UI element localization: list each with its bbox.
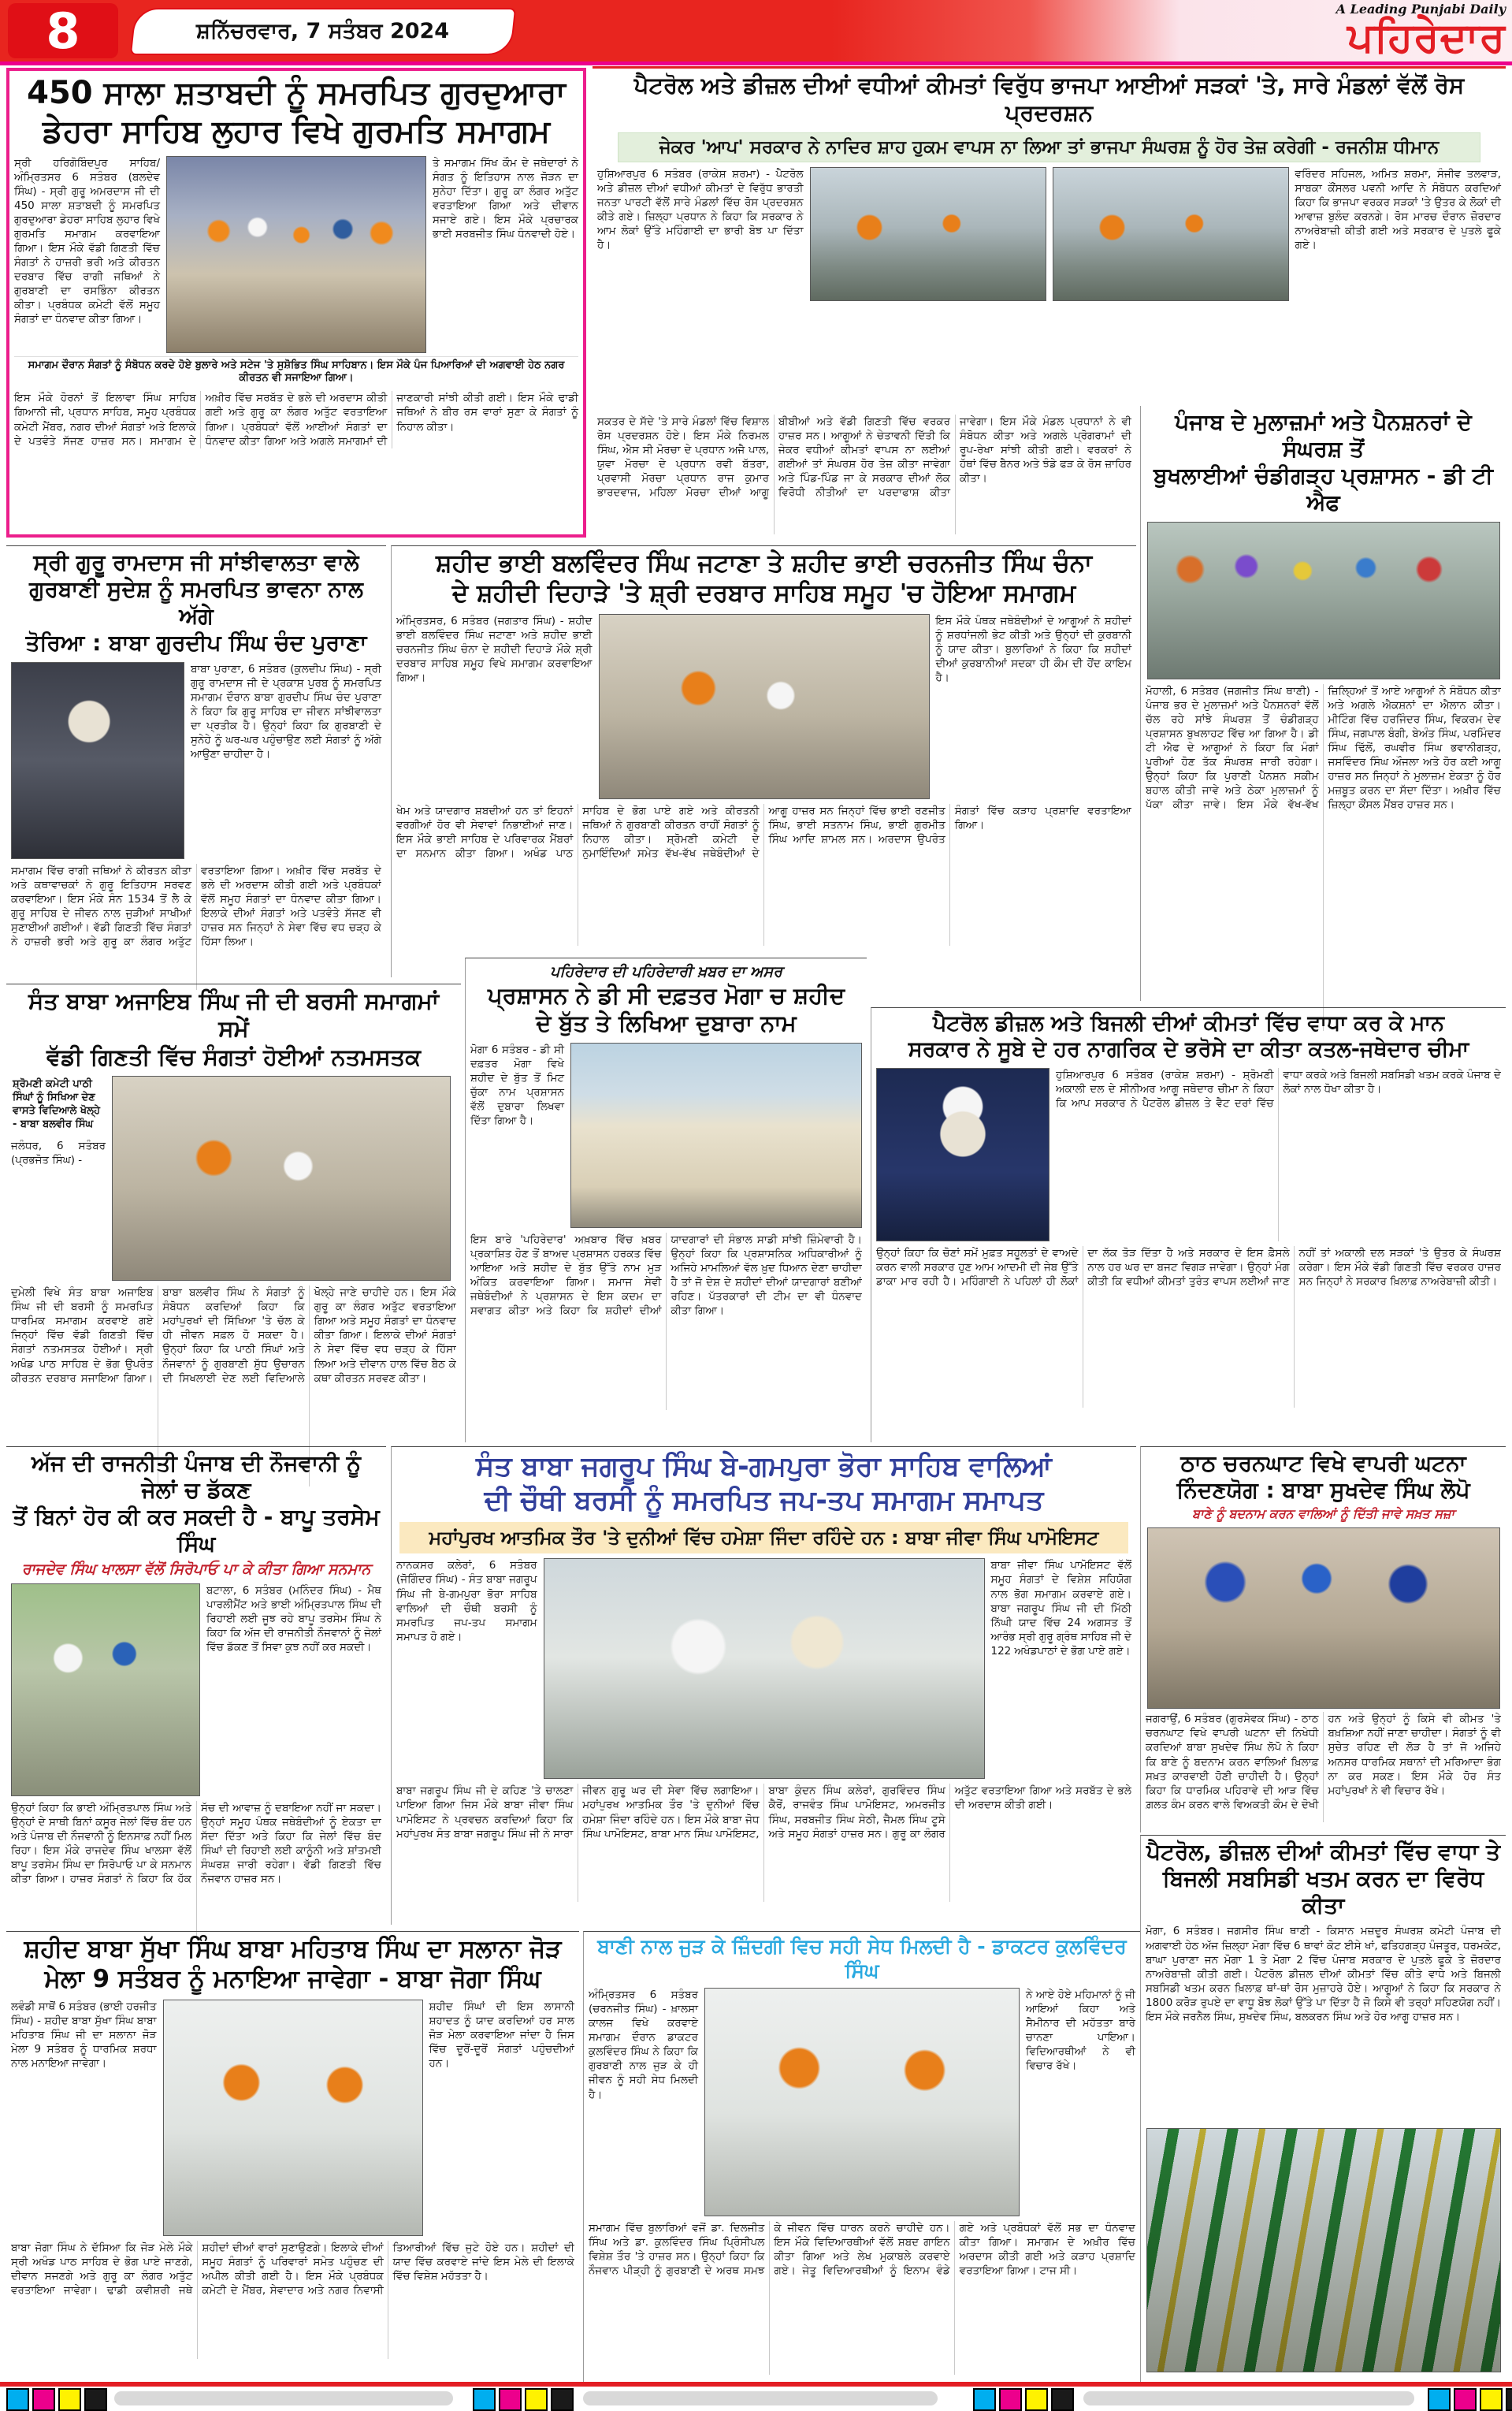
yellow-mark [1480, 2388, 1503, 2411]
masthead-brand [1191, 2, 1506, 60]
body: ਮੋਗਾ, 6 ਸਤੰਬਰ। ਜਗਸੀਰ ਸਿੰਘ ਥਾਣੀ - ਕਿਸਾਨ ਮਜ਼ਦੂਰ ਸੰਘਰਸ਼ ਕਮੇਟੀ ਪੰਜਾਬ ਦੀ ਅਗਵਾਈ ਹੇਠ ਅੱਜ ਜ਼ਿਲ੍ਹਾ ਮੋਗਾ ਵਿੱਚ 6 ਥਾਵਾਂ ਕੋਟ ਈਸੇ ਖਾਂ, ਫਤਿਹਗੜ੍ਹ ਪੰਜਤੂਰ, ਧਰਮਕੋਟ, ਬਾਘਾ ਪੁਰਾਣਾ ਜਨ ਮੋਗਾ 1 ਤੇ ਮੋਗਾ 2 ਵਿੱਚ ਪੰਜਾਬ ਸਰਕਾਰ ਦੇ ਪੁਤਲੇ ਫੂਕੇ ਤੇ ਜ਼ੋਰਦਾਰ ਨਾਅਰੇਬਾਜ਼ੀ ਕੀਤੀ ਗਈ। ਪੈਟਰੋਲ ਡੀਜ਼ਲ ਦੀਆਂ ਕੀਮਤਾਂ ਵਿੱਚ ਕੀਤੇ ਵਾਧੇ ਅਤੇ ਬਿਜਲੀ ਸਬਸਿਡੀ ਖਤਮ ਕਰਨ ਖ਼ਿਲਾਫ਼ ਥਾਂ-ਥਾਂ ਰੋਸ ਮੁਜ਼ਾਹਰੇ ਹੋਏ। ਆਗੂਆਂ ਨੇ ਕਿਹਾ ਕਿ ਸਰਕਾਰ ਨੇ 1800 ਕਰੋੜ ਰੁਪਏ ਦਾ ਵਾਧੂ ਬੋਝ ਲੋਕਾਂ ਉੱਤੇ ਪਾ ਦਿੱਤਾ ਹੈ ਜੋ ਕਿਸੇ ਵੀ ਤਰ੍ਹਾਂ ਸਹਿਣਯੋਗ ਨਹੀਂ। ਇਸ ਮੌਕੇ ਜਰਨੈਲ ਸਿੰਘ, ਸੁਖਦੇਵ ਸਿੰਘ, ਬਲਕਰਨ ਸਿੰਘ ਅਤੇ ਹੋਰ ਆਗੂ ਹਾਜ਼ਰ ਸਨ। [1146, 1925, 1501, 2023]
black-mark [1506, 2388, 1512, 2411]
page-number: 8 [8, 3, 118, 58]
article-ajaib-barsi [6, 984, 461, 1442]
body: ਦੁਮੇਲੀ ਵਿਖੇ ਸੰਤ ਬਾਬਾ ਅਜਾਇਬ ਸਿੰਘ ਜੀ ਦੀ ਬਰਸੀ ਨੂੰ ਸਮਰਪਿਤ ਧਾਰਮਿਕ ਸਮਾਗਮ ਕਰਵਾਏ ਗਏ ਜਿਨ੍ਹਾਂ ਵਿੱਚ ਵੱਡੀ ਗਿਣਤੀ ਵਿੱਚ ਸੰਗਤਾਂ ਨਤਮਸਤਕ ਹੋਈਆਂ। ਸ੍ਰੀ ਅਖੰਡ ਪਾਠ ਸਾਹਿਬ ਦੇ ਭੋਗ ਉਪਰੰਤ ਕੀਰਤਨ ਦਰਬਾਰ ਸਜਾਇਆ ਗਿਆ। ਬਾਬਾ ਬਲਵੀਰ ਸਿੰਘ ਨੇ ਸੰਗਤਾਂ ਨੂੰ ਸੰਬੋਧਨ ਕਰਦਿਆਂ ਕਿਹਾ ਕਿ ਮਹਾਂਪੁਰਖਾਂ ਦੀ ਸਿੱਖਿਆ 'ਤੇ ਚੱਲ ਕੇ ਹੀ ਜੀਵਨ ਸਫ਼ਲ ਹੋ ਸਕਦਾ ਹੈ। ਉਨ੍ਹਾਂ ਕਿਹਾ ਕਿ ਪਾਠੀ ਸਿੰਘਾਂ ਅਤੇ ਨੌਜਵਾਨਾਂ ਨੂੰ ਗੁਰਬਾਣੀ ਸ਼ੁੱਧ ਉਚਾਰਨ ਦੀ ਸਿਖਲਾਈ ਦੇਣ ਲਈ ਵਿਦਿਆਲੇ ਖੋਲ੍ਹੇ ਜਾਣੇ ਚਾਹੀਦੇ ਹਨ। ਇਸ ਮੌਕੇ ਗੁਰੂ ਕਾ ਲੰਗਰ ਅਤੁੱਟ ਵਰਤਾਇਆ ਗਿਆ ਅਤੇ ਸਮੂਹ ਸੰਗਤਾਂ ਦਾ ਧੰਨਵਾਦ ਕੀਤਾ ਗਿਆ। ਇਲਾਕੇ ਦੀਆਂ ਸੰਗਤਾਂ ਨੇ ਸੇਵਾ ਵਿੱਚ ਵਧ ਚੜ੍ਹ ਕੇ ਹਿੱਸਾ ਲਿਆ ਅਤੇ ਦੀਵਾਨ ਹਾਲ ਵਿੱਚ ਬੈਠ ਕੇ ਕਥਾ ਕੀਰਤਨ ਸਰਵਣ ਕੀਤਾ। [11, 1286, 456, 1385]
headline [470, 982, 862, 1038]
headline-line2: ਦੀ ਚੌਥੀ ਬਰਸੀ ਨੂੰ ਸਮਰਪਿਤ ਜਪ-ਤਪ ਸਮਾਗਮ ਸਮਾਪਤ [484, 1484, 1044, 1516]
headline [876, 1011, 1501, 1063]
body-right: ਬਟਾਲਾ, 6 ਸਤੰਬਰ (ਮਨਿੰਦਰ ਸਿੰਘ) - ਮੈਥ ਪਾਰਲੀਮੈਂਟ ਅਤੇ ਭਾਈ ਅੰਮ੍ਰਿਤਪਾਲ ਸਿੰਘ ਦੀ ਰਿਹਾਈ ਲਈ ਜੂਝ ਰਹੇ ਬਾਪੂ ਤਰਸੇਮ ਸਿੰਘ ਨੇ ਕਿਹਾ ਕਿ ਅੱਜ ਦੀ ਰਾਜਨੀਤੀ ਨੌਜਵਾਨਾਂ ਨੂੰ ਜੇਲਾਂ ਵਿੱਚ ਡੱਕਣ ਤੋਂ ਸਿਵਾ ਕੁਝ ਨਹੀਂ ਕਰ ਸਕਦੀ। [206, 1583, 381, 1654]
masthead-logo: ਪਹਿਰੇਦਾਰ [1347, 14, 1506, 61]
bottom-red-rule [0, 2382, 1512, 2387]
headline [396, 1450, 1131, 1517]
side-dateline: ਜਲੰਧਰ, 6 ਸਤੰਬਰ (ਪ੍ਰਭਜੋਤ ਸਿੰਘ) - [11, 1139, 106, 1166]
photo-gurdwara-interior [163, 2000, 423, 2236]
headline [11, 1935, 574, 1995]
headline-line2: ਮੇਲਾ 9 ਸਤੰਬਰ ਨੂੰ ਮਨਾਇਆ ਜਾਵੇਗਾ - ਬਾਬਾ ਜੋਗਾ ਸਿੰਘ [44, 1964, 541, 1993]
article-thath-charanghat [1140, 1446, 1506, 1832]
body-bottom: ਉਨ੍ਹਾਂ ਕਿਹਾ ਕਿ ਭਾਈ ਅੰਮ੍ਰਿਤਪਾਲ ਸਿੰਘ ਅਤੇ ਉਨ੍ਹਾਂ ਦੇ ਸਾਥੀ ਬਿਨਾਂ ਕਸੂਰ ਜੇਲਾਂ ਵਿੱਚ ਬੰਦ ਹਨ ਅਤੇ ਪੰਜਾਬ ਦੀ ਨੌਜਵਾਨੀ ਨੂੰ ਇਨਸਾਫ਼ ਨਹੀਂ ਮਿਲ ਰਿਹਾ। ਇਸ ਮੌਕੇ ਰਾਜਦੇਵ ਸਿੰਘ ਖਾਲਸਾ ਵੱਲੋਂ ਬਾਪੂ ਤਰਸੇਮ ਸਿੰਘ ਦਾ ਸਿਰੋਪਾਓ ਪਾ ਕੇ ਸਨਮਾਨ ਕੀਤਾ ਗਿਆ। ਹਾਜ਼ਰ ਸੰਗਤਾਂ ਨੇ ਕਿਹਾ ਕਿ ਹੱਕ ਸੱਚ ਦੀ ਆਵਾਜ਼ ਨੂੰ ਦਬਾਇਆ ਨਹੀਂ ਜਾ ਸਕਦਾ। ਉਨ੍ਹਾਂ ਸਮੂਹ ਪੰਥਕ ਜਥੇਬੰਦੀਆਂ ਨੂੰ ਏਕਤਾ ਦਾ ਸੱਦਾ ਦਿੱਤਾ ਅਤੇ ਕਿਹਾ ਕਿ ਜੇਲਾਂ ਵਿੱਚ ਬੰਦ ਸਿੰਘਾਂ ਦੀ ਰਿਹਾਈ ਲਈ ਕਾਨੂੰਨੀ ਅਤੇ ਸ਼ਾਂਤਮਈ ਸੰਘਰਸ਼ ਜਾਰੀ ਰਹੇਗਾ। ਵੱਡੀ ਗਿਣਤੀ ਵਿੱਚ ਨੌਜਵਾਨ ਹਾਜ਼ਰ ਸਨ। [11, 1801, 381, 1886]
magenta-mark [499, 2388, 522, 2411]
cyan-mark [6, 2388, 29, 2411]
black-mark [551, 2388, 574, 2411]
body-bottom: ਸਮਾਗਮ ਵਿੱਚ ਬੁਲਾਰਿਆਂ ਵਜੋਂ ਡਾ. ਦਿਲਜੀਤ ਸਿੰਘ ਅਤੇ ਡਾ. ਕੁਲਵਿੰਦਰ ਸਿੰਘ ਪ੍ਰਿੰਸੀਪਲ ਵਿਸ਼ੇਸ਼ ਤੌਰ 'ਤੇ ਹਾਜ਼ਰ ਸਨ। ਉਨ੍ਹਾਂ ਕਿਹਾ ਕਿ ਨੌਜਵਾਨ ਪੀੜ੍ਹੀ ਨੂੰ ਗੁਰਬਾਣੀ ਦੇ ਅਰਥ ਸਮਝ ਕੇ ਜੀਵਨ ਵਿੱਚ ਧਾਰਨ ਕਰਨੇ ਚਾਹੀਦੇ ਹਨ। ਇਸ ਮੌਕੇ ਵਿਦਿਆਰਥੀਆਂ ਵੱਲੋਂ ਸ਼ਬਦ ਗਾਇਨ ਕੀਤਾ ਗਿਆ ਅਤੇ ਲੇਖ ਮੁਕਾਬਲੇ ਕਰਵਾਏ ਗਏ। ਜੇਤੂ ਵਿਦਿਆਰਥੀਆਂ ਨੂੰ ਇਨਾਮ ਵੰਡੇ ਗਏ ਅਤੇ ਪ੍ਰਬੰਧਕਾਂ ਵੱਲੋਂ ਸਭ ਦਾ ਧੰਨਵਾਦ ਕੀਤਾ ਗਿਆ। ਸਮਾਗਮ ਦੇ ਅਖ਼ੀਰ ਵਿੱਚ ਅਰਦਾਸ ਕੀਤੀ ਗਈ ਅਤੇ ਕੜਾਹ ਪ੍ਰਸ਼ਾਦਿ ਵਰਤਾਇਆ ਗਿਆ। ਟਾਜ ਸੀ। [589, 2222, 1135, 2278]
headline-line1: ਸੰਤ ਬਾਬਾ ਅਜਾਇਬ ਸਿੰਘ ਜੀ ਦੀ ਬਰਸੀ ਸਮਾਗਮਾਂ ਸਮੇਂ [28, 988, 439, 1043]
cmyk-marks-2 [473, 2388, 574, 2411]
headline [11, 1450, 381, 1558]
headline-line2: ਦੇ ਬੁੱਤ ਤੇ ਲਿਖਿਆ ਦੁਬਾਰਾ ਨਾਮ [536, 1010, 797, 1037]
body-bottom: ਸਮਾਗਮ ਵਿੱਚ ਰਾਗੀ ਜਥਿਆਂ ਨੇ ਕੀਰਤਨ ਕੀਤਾ ਅਤੇ ਕਥਾਵਾਚਕਾਂ ਨੇ ਗੁਰੂ ਇਤਿਹਾਸ ਸਰਵਣ ਕਰਵਾਇਆ। ਇਸ ਮੌਕੇ ਸੰਨ 1534 ਤੋਂ ਲੈ ਕੇ ਗੁਰੂ ਸਾਹਿਬ ਦੇ ਜੀਵਨ ਨਾਲ ਜੁੜੀਆਂ ਸਾਖੀਆਂ ਸੁਣਾਈਆਂ ਗਈਆਂ। ਵੱਡੀ ਗਿਣਤੀ ਵਿੱਚ ਸੰਗਤਾਂ ਨੇ ਹਾਜ਼ਰੀ ਭਰੀ ਅਤੇ ਗੁਰੂ ਕਾ ਲੰਗਰ ਅਤੁੱਟ ਵਰਤਾਇਆ ਗਿਆ। ਅਖ਼ੀਰ ਵਿੱਚ ਸਰਬੱਤ ਦੇ ਭਲੇ ਦੀ ਅਰਦਾਸ ਕੀਤੀ ਗਈ ਅਤੇ ਪ੍ਰਬੰਧਕਾਂ ਵੱਲੋਂ ਸਮੂਹ ਸੰਗਤਾਂ ਦਾ ਧੰਨਵਾਦ ਕੀਤਾ ਗਿਆ। ਇਲਾਕੇ ਦੀਆਂ ਸੰਗਤਾਂ ਅਤੇ ਪਤਵੰਤੇ ਸੱਜਣ ਵੀ ਹਾਜ਼ਰ ਸਨ ਜਿਨ੍ਹਾਂ ਨੇ ਸੇਵਾ ਵਿੱਚ ਵਧ ਚੜ੍ਹ ਕੇ ਹਿੱਸਾ ਲਿਆ। [11, 864, 381, 949]
article-moga-statue [465, 958, 867, 1442]
photo-college-event [704, 1988, 1020, 2216]
headline-line1: ਪੈਟਰੋਲ ਡੀਜ਼ਲ ਅਤੇ ਬਿਜਲੀ ਦੀਆਂ ਕੀਮਤਾਂ ਵਿੱਚ ਵਾਧਾ ਕਰ ਕੇ ਮਾਨ [932, 1011, 1445, 1036]
photo-flag-march [1146, 2128, 1501, 2372]
photo-speaker [11, 662, 184, 859]
body-right: ਤੇ ਸਮਾਗਮ ਸਿੱਖ ਕੌਮ ਦੇ ਜਥੇਦਾਰਾਂ ਨੇ ਸੰਗਤ ਨੂੰ ਇਤਿਹਾਸ ਨਾਲ ਜੋੜਨ ਦਾ ਸੁਨੇਹਾ ਦਿੱਤਾ। ਗੁਰੂ ਕਾ ਲੰਗਰ ਅਤੁੱਟ ਵਰਤਾਇਆ ਗਿਆ ਅਤੇ ਦੀਵਾਨ ਸਜਾਏ ਗਏ। ਇਸ ਮੌਕੇ ਪ੍ਰਚਾਰਕ ਭਾਈ ਸਰਬਜੀਤ ਸਿੰਘ ਧੰਨਵਾਦੀ ਹੋਏ। [433, 156, 578, 240]
masthead-tagline: A Leading Punjabi Daily [1336, 2, 1506, 17]
photo-dtf-group [1147, 522, 1500, 679]
headline-line2: ਨਿੰਦਣਯੋਗ : ਬਾਬਾ ਸੁਖਦੇਵ ਸਿੰਘ ਲੋਪੋ [1176, 1477, 1470, 1504]
magenta-mark [32, 2388, 55, 2411]
body-right: ਵਰਿੰਦਰ ਸਹਿਜਲ, ਅਮਿਤ ਸ਼ਰਮਾ, ਸੰਜੀਵ ਤਲਵਾੜ, ਸਾਬਕਾ ਕੌਂਸਲਰ ਪਵਨੀ ਆਦਿ ਨੇ ਸੰਬੋਧਨ ਕਰਦਿਆਂ ਕਿਹਾ ਕਿ ਭਾਜਪਾ ਵਰਕਰ ਸੜਕਾਂ 'ਤੇ ਉਤਰ ਕੇ ਲੋਕਾਂ ਦੀ ਆਵਾਜ਼ ਬੁਲੰਦ ਕਰਨਗੇ। ਰੋਸ ਮਾਰਚ ਦੌਰਾਨ ਜ਼ੋਰਦਾਰ ਨਾਅਰੇਬਾਜ਼ੀ ਕੀਤੀ ਗਈ ਅਤੇ ਸਰਕਾਰ ਦੇ ਪੁਤਲੇ ਫੂਕੇ ਗਏ। [1295, 167, 1501, 252]
date-text: ਸ਼ਨਿੱਚਰਵਾਰ, 7 ਸਤੰਬਰ 2024 [196, 19, 450, 43]
photo-honouring [11, 1583, 200, 1796]
body-left: ਹੁਸ਼ਿਆਰਪੁਰ 6 ਸਤੰਬਰ (ਰਾਕੇਸ਼ ਸ਼ਰਮਾ) - ਪੈਟਰੋਲ ਅਤੇ ਡੀਜ਼ਲ ਦੀਆਂ ਵਧੀਆਂ ਕੀਮਤਾਂ ਦੇ ਵਿਰੁੱਧ ਭਾਰਤੀ ਜਨਤਾ ਪਾਰਟੀ ਵੱਲੋਂ ਸਾਰੇ ਮੰਡਲਾਂ ਵਿੱਚ ਰੋਸ ਪ੍ਰਦਰਸ਼ਨ ਕੀਤੇ ਗਏ। ਜ਼ਿਲ੍ਹਾ ਪ੍ਰਧਾਨ ਨੇ ਕਿਹਾ ਕਿ ਸਰਕਾਰ ਨੇ ਆਮ ਲੋਕਾਂ ਉੱਤੇ ਮਹਿੰਗਾਈ ਦਾ ਭਾਰੀ ਬੋਝ ਪਾ ਦਿੱਤਾ ਹੈ। [597, 167, 804, 252]
magenta-mark [1454, 2388, 1477, 2411]
cyan-mark [473, 2388, 496, 2411]
gray-bar-1 [114, 2391, 453, 2405]
side-note: ਸ਼੍ਰੋਮਣੀ ਕਮੇਟੀ ਪਾਠੀ ਸਿੰਘਾਂ ਨੂੰ ਸਿਖਿਆ ਦੇਣ ਵਾਸਤੇ ਵਿਦਿਆਲੇ ਖੋਲ੍ਹੇ - ਬਾਬਾ ਬਲਵੀਰ ਸਿੰਘ [13, 1078, 100, 1130]
article-bjp-protest [593, 66, 1506, 410]
headline [11, 988, 456, 1071]
subhead-green: ਜੇਕਰ 'ਆਪ' ਸਰਕਾਰ ਨੇ ਨਾਦਿਰ ਸ਼ਾਹ ਹੁਕਮ ਵਾਪਸ ਨਾ ਲਿਆ ਤਾਂ ਭਾਜਪਾ ਸੰਘਰਸ਼ ਨੂੰ ਹੋਰ ਤੇਜ਼ ਕਰੇਗੀ - ਰਜਨੀਸ਼ ਧੀਮਾਨ [618, 132, 1480, 162]
body-bottom: ਇਸ ਬਾਰੇ 'ਪਹਿਰੇਦਾਰ' ਅਖ਼ਬਾਰ ਵਿੱਚ ਖ਼ਬਰ ਪ੍ਰਕਾਸ਼ਿਤ ਹੋਣ ਤੋਂ ਬਾਅਦ ਪ੍ਰਸ਼ਾਸਨ ਹਰਕਤ ਵਿੱਚ ਆਇਆ ਅਤੇ ਸ਼ਹੀਦ ਦੇ ਬੁੱਤ ਉੱਤੇ ਨਾਮ ਮੁੜ ਅੰਕਿਤ ਕਰਵਾਇਆ ਗਿਆ। ਸਮਾਜ ਸੇਵੀ ਜਥੇਬੰਦੀਆਂ ਨੇ ਪ੍ਰਸ਼ਾਸਨ ਦੇ ਇਸ ਕਦਮ ਦਾ ਸਵਾਗਤ ਕੀਤਾ ਅਤੇ ਕਿਹਾ ਕਿ ਸ਼ਹੀਦਾਂ ਦੀਆਂ ਯਾਦਗਾਰਾਂ ਦੀ ਸੰਭਾਲ ਸਾਡੀ ਸਾਂਝੀ ਜ਼ਿੰਮੇਵਾਰੀ ਹੈ। ਉਨ੍ਹਾਂ ਕਿਹਾ ਕਿ ਪ੍ਰਸ਼ਾਸਨਿਕ ਅਧਿਕਾਰੀਆਂ ਨੂੰ ਅਜਿਹੇ ਮਾਮਲਿਆਂ ਵੱਲ ਖ਼ੁਦ ਧਿਆਨ ਦੇਣਾ ਚਾਹੀਦਾ ਹੈ ਤਾਂ ਜੋ ਦੇਸ਼ ਦੇ ਸ਼ਹੀਦਾਂ ਦੀਆਂ ਯਾਦਗਾਰਾਂ ਬਣੀਆਂ ਰਹਿਣ। ਪੱਤਰਕਾਰਾਂ ਦੀ ਟੀਮ ਦਾ ਵੀ ਧੰਨਵਾਦ ਕੀਤਾ ਗਿਆ। [470, 1233, 862, 1318]
article-dtf [1140, 406, 1506, 1001]
article-tarsem-singh [6, 1446, 386, 1925]
yellow-mark [58, 2388, 81, 2411]
body-left: ਸ੍ਰੀ ਹਰਿਗੋਬਿੰਦਪੁਰ ਸਾਹਿਬ/ਅੰਮ੍ਰਿਤਸਰ 6 ਸਤੰਬਰ (ਬਲਦੇਵ ਸਿੰਘ) - ਸ੍ਰੀ ਗੁਰੂ ਅਮਰਦਾਸ ਜੀ ਦੀ 450 ਸਾਲਾ ਸ਼ਤਾਬਦੀ ਨੂੰ ਸਮਰਪਿਤ ਗੁਰਦੁਆਰਾ ਡੇਹਰਾ ਸਾਹਿਬ ਲੁਹਾਰ ਵਿਖੇ ਗੁਰਮਤਿ ਸਮਾਗਮ ਕਰਵਾਇਆ ਗਿਆ। ਇਸ ਮੌਕੇ ਵੱਡੀ ਗਿਣਤੀ ਵਿੱਚ ਸੰਗਤਾਂ ਨੇ ਹਾਜ਼ਰੀ ਭਰੀ ਅਤੇ ਕੀਰਤਨ ਦਰਬਾਰ ਵਿੱਚ ਰਾਗੀ ਜਥਿਆਂ ਨੇ ਗੁਰਬਾਣੀ ਦਾ ਰਸਭਿੰਨਾ ਕੀਰਤਨ ਕੀਤਾ। ਪ੍ਰਬੰਧਕ ਕਮੇਟੀ ਵੱਲੋਂ ਸਮੂਹ ਸੰਗਤਾਂ ਦਾ ਧੰਨਵਾਦ ਕੀਤਾ ਗਿਆ। [14, 156, 160, 326]
body-bottom: ਬਾਬਾ ਜਗਰੂਪ ਸਿੰਘ ਜੀ ਦੇ ਕਹਿਣ 'ਤੇ ਚਾਲਣਾ ਪਾਇਆ ਗਿਆ ਜਿਸ ਮੌਕੇ ਬਾਬਾ ਜੀਵਾ ਸਿੰਘ ਪਾਮੋਇਸਟ ਨੇ ਪ੍ਰਵਚਨ ਕਰਦਿਆਂ ਕਿਹਾ ਕਿ ਮਹਾਂਪੁਰਖ ਸੰਤ ਬਾਬਾ ਜਗਰੂਪ ਸਿੰਘ ਜੀ ਨੇ ਸਾਰਾ ਜੀਵਨ ਗੁਰੂ ਘਰ ਦੀ ਸੇਵਾ ਵਿੱਚ ਲਗਾਇਆ। ਮਹਾਂਪੁਰਖ ਆਤਮਿਕ ਤੌਰ 'ਤੇ ਦੁਨੀਆਂ ਵਿੱਚ ਹਮੇਸ਼ਾ ਜਿੰਦਾ ਰਹਿੰਦੇ ਹਨ। ਇਸ ਮੌਕੇ ਬਾਬਾ ਜੋਧ ਸਿੰਘ ਪਾਮੋਇਸਟ, ਬਾਬਾ ਮਾਨ ਸਿੰਘ ਪਾਮੋਇਸਟ, ਬਾਬਾ ਕੁੰਦਨ ਸਿੰਘ ਕਲੇਰਾਂ, ਗੁਰਵਿੰਦਰ ਸਿੰਘ ਕੈਰੋਂ, ਰਾਜਵੰਤ ਸਿੰਘ ਪਾਮੋਇਸਟ, ਅਮਰਜੀਤ ਸਿੰਘ, ਸਰਬਜੀਤ ਸਿੰਘ ਸੇਠੀ, ਜੈਮਲ ਸਿੰਘ ਟੂਸੇ ਅਤੇ ਸਮੂਹ ਸੰਗਤਾਂ ਹਾਜ਼ਰ ਸਨ। ਗੁਰੂ ਕਾ ਲੰਗਰ ਅਤੁੱਟ ਵਰਤਾਇਆ ਗਿਆ ਅਤੇ ਸਰਬੱਤ ਦੇ ਭਲੇ ਦੀ ਅਰਦਾਸ ਕੀਤੀ ਗਈ। [396, 1784, 1131, 1840]
article-jagroop-barsi [391, 1446, 1136, 1925]
headline-line2: ਬੁਖਲਾਈਆਂ ਚੰਡੀਗੜ੍ਹ ਪ੍ਰਸ਼ਾਸਨ - ਡੀ ਟੀ ਐਫ [1154, 463, 1493, 516]
headline-line2: ਡੇਹਰਾ ਸਾਹਿਬ ਲੁਹਾਰ ਵਿਖੇ ਗੁਰਮਤਿ ਸਮਾਗਮ [42, 113, 551, 150]
headline-line2: ਵੱਡੀ ਗਿਣਤੀ ਵਿੱਚ ਸੰਗਤਾਂ ਹੋਈਆਂ ਨਤਮਸਤਕ [46, 1043, 421, 1070]
headline: ਪੈਟਰੋਲ ਅਤੇ ਡੀਜ਼ਲ ਦੀਆਂ ਵਧੀਆਂ ਕੀਮਤਾਂ ਵਿਰੁੱਧ ਭਾਜਪਾ ਆਈਆਂ ਸੜਕਾਂ 'ਤੇ, ਸਾਰੇ ਮੰਡਲਾਂ ਵੱਲੋਂ ਰੋਸ ਪ੍ਰਦਰਸ਼ਨ [633, 72, 1465, 127]
yellow-mark [1025, 2388, 1048, 2411]
headline-line1: ਪੰਜਾਬ ਦੇ ਮੁਲਾਜ਼ਮਾਂ ਅਤੇ ਪੈਨਸ਼ਨਰਾਂ ਦੇ ਸੰਘਰਸ਼ ਤੋਂ [1175, 409, 1472, 463]
body-right: ਸ਼ਹੀਦ ਸਿੰਘਾਂ ਦੀ ਇਸ ਲਾਸਾਨੀ ਸ਼ਹਾਦਤ ਨੂੰ ਯਾਦ ਕਰਦਿਆਂ ਹਰ ਸਾਲ ਜੋੜ ਮੇਲਾ ਕਰਵਾਇਆ ਜਾਂਦਾ ਹੈ ਜਿਸ ਵਿੱਚ ਦੂਰੋਂ-ਦੂਰੋਂ ਸੰਗਤਾਂ ਪਹੁੰਚਦੀਆਂ ਹਨ। [429, 2000, 574, 2070]
headline-line1: 450 ਸਾਲਾ ਸ਼ਤਾਬਦੀ ਨੂੰ ਸਮਰਪਿਤ ਗੁਰਦੁਆਰਾ [27, 75, 566, 111]
body-right: ਇਸ ਮੌਕੇ ਪੰਥਕ ਜਥੇਬੰਦੀਆਂ ਦੇ ਆਗੂਆਂ ਨੇ ਸ਼ਹੀਦਾਂ ਨੂੰ ਸ਼ਰਧਾਂਜਲੀ ਭੇਟ ਕੀਤੀ ਅਤੇ ਉਨ੍ਹਾਂ ਦੀ ਕੁਰਬਾਨੀ ਨੂੰ ਯਾਦ ਕੀਤਾ। ਬੁਲਾਰਿਆਂ ਨੇ ਕਿਹਾ ਕਿ ਸ਼ਹੀਦਾਂ ਦੀਆਂ ਕੁਰਬਾਨੀਆਂ ਸਦਕਾ ਹੀ ਕੌਮ ਦੀ ਹੋਂਦ ਕਾਇਮ ਹੈ। [935, 614, 1131, 684]
headline-line3: ਤੋਰਿਆ : ਬਾਬਾ ਗੁਰਦੀਪ ਸਿੰਘ ਚੰਦ ਪੁਰਾਣਾ [25, 630, 367, 657]
body-right: ਬਾਬਾ ਪੁਰਾਣਾ, 6 ਸਤੰਬਰ (ਕੁਲਦੀਪ ਸਿੰਘ) - ਸ੍ਰੀ ਗੁਰੂ ਰਾਮਦਾਸ ਜੀ ਦੇ ਪ੍ਰਕਾਸ਼ ਪੁਰਬ ਨੂੰ ਸਮਰਪਿਤ ਸਮਾਗਮ ਦੌਰਾਨ ਬਾਬਾ ਗੁਰਦੀਪ ਸਿੰਘ ਚੰਦ ਪੁਰਾਣਾ ਨੇ ਕਿਹਾ ਕਿ ਗੁਰੂ ਸਾਹਿਬ ਦਾ ਜੀਵਨ ਸਾਂਝੀਵਾਲਤਾ ਦਾ ਪ੍ਰਤੀਕ ਹੈ। ਉਨ੍ਹਾਂ ਕਿਹਾ ਕਿ ਗੁਰਬਾਣੀ ਦੇ ਸੁਨੇਹੇ ਨੂੰ ਘਰ-ਘਰ ਪਹੁੰਚਾਉਣ ਲਈ ਸੰਗਤਾਂ ਨੂੰ ਅੱਗੇ ਆਉਣਾ ਚਾਹੀਦਾ ਹੈ। [191, 662, 381, 761]
body: ਮੋਹਾਲੀ, 6 ਸਤੰਬਰ (ਜਗਜੀਤ ਸਿੰਘ ਥਾਣੀ) - ਪੰਜਾਬ ਭਰ ਦੇ ਮੁਲਾਜ਼ਮਾਂ ਅਤੇ ਪੈਨਸ਼ਨਰਾਂ ਵੱਲੋਂ ਚੱਲ ਰਹੇ ਸਾਂਝੇ ਸੰਘਰਸ਼ ਤੋਂ ਚੰਡੀਗੜ੍ਹ ਪ੍ਰਸ਼ਾਸਨ ਬੁਖਲਾਹਟ ਵਿੱਚ ਆ ਗਿਆ ਹੈ। ਡੀ ਟੀ ਐਫ ਦੇ ਆਗੂਆਂ ਨੇ ਕਿਹਾ ਕਿ ਮੰਗਾਂ ਪੂਰੀਆਂ ਹੋਣ ਤੱਕ ਸੰਘਰਸ਼ ਜਾਰੀ ਰਹੇਗਾ। ਉਨ੍ਹਾਂ ਕਿਹਾ ਕਿ ਪੁਰਾਣੀ ਪੈਨਸ਼ਨ ਸਕੀਮ ਬਹਾਲ ਕੀਤੀ ਜਾਵੇ ਅਤੇ ਠੇਕਾ ਮੁਲਾਜ਼ਮਾਂ ਨੂੰ ਪੱਕਾ ਕੀਤਾ ਜਾਵੇ। ਇਸ ਮੌਕੇ ਵੱਖ-ਵੱਖ ਜ਼ਿਲ੍ਹਿਆਂ ਤੋਂ ਆਏ ਆਗੂਆਂ ਨੇ ਸੰਬੋਧਨ ਕੀਤਾ ਅਤੇ ਅਗਲੇ ਐਕਸ਼ਨਾਂ ਦਾ ਐਲਾਨ ਕੀਤਾ। ਮੀਟਿੰਗ ਵਿੱਚ ਹਰਜਿੰਦਰ ਸਿੰਘ, ਵਿਕਰਮ ਦੇਵ ਸਿੰਘ, ਜਗਪਾਲ ਬੰਗੀ, ਬੇਅੰਤ ਸਿੰਘ, ਪਰਮਿੰਦਰ ਸਿੰਘ ਢਿੱਲੋਂ, ਰਘਵੀਰ ਸਿੰਘ ਭਵਾਨੀਗੜ੍ਹ, ਜਸਵਿੰਦਰ ਸਿੰਘ ਔਜਲਾ ਅਤੇ ਹੋਰ ਕਈ ਆਗੂ ਹਾਜ਼ਰ ਸਨ ਜਿਨ੍ਹਾਂ ਨੇ ਮੁਲਾਜ਼ਮ ਏਕਤਾ ਨੂੰ ਹੋਰ ਮਜ਼ਬੂਤ ਕਰਨ ਦਾ ਸੱਦਾ ਦਿੱਤਾ। ਅਖ਼ੀਰ ਵਿੱਚ ਜ਼ਿਲ੍ਹਾ ਕੌਂਸਲ ਮੈਂਬਰ ਹਾਜ਼ਰ ਸਨ। [1146, 684, 1501, 812]
headline-line2: ਤੋਂ ਬਿਨਾਂ ਹੋਰ ਕੀ ਕਰ ਸਕਦੀ ਹੈ - ਬਾਪੂ ਤਰਸੇਮ ਸਿੰਘ [13, 1504, 380, 1557]
article-bjp-protest-continued [593, 411, 1136, 541]
body-right: ਨੇ ਆਏ ਹੋਏ ਮਹਿਮਾਨਾਂ ਨੂੰ ਜੀ ਆਇਆਂ ਕਿਹਾ ਅਤੇ ਸੈਮੀਨਾਰ ਦੀ ਮਹੱਤਤਾ ਬਾਰੇ ਚਾਨਣਾ ਪਾਇਆ। ਵਿਦਿਆਰਥੀਆਂ ਨੇ ਵੀ ਵਿਚਾਰ ਰੱਖੇ। [1026, 1989, 1136, 2073]
magenta-mark [999, 2388, 1022, 2411]
headline: ਬਾਣੀ ਨਾਲ ਜੁੜ ਕੇ ਜ਼ਿੰਦਗੀ ਵਿਚ ਸਹੀ ਸੇਧ ਮਿਲਦੀ ਹੈ - ਡਾਕਟਰ ਕੁਲਵਿੰਦਰ ਸਿੰਘ [597, 1935, 1127, 1982]
gray-bar-3 [1083, 2391, 1414, 2405]
headline [11, 549, 381, 657]
body-right: ਹੁਸ਼ਿਆਰਪੁਰ 6 ਸਤੰਬਰ (ਰਾਕੇਸ਼ ਸ਼ਰਮਾ) - ਸ਼੍ਰੋਮਣੀ ਅਕਾਲੀ ਦਲ ਦੇ ਸੀਨੀਅਰ ਆਗੂ ਜਥੇਦਾਰ ਚੀਮਾ ਨੇ ਕਿਹਾ ਕਿ ਆਪ ਸਰਕਾਰ ਨੇ ਪੈਟਰੋਲ ਡੀਜ਼ਲ ਤੇ ਵੈਟ ਦਰਾਂ ਵਿੱਚ ਵਾਧਾ ਕਰਕੇ ਅਤੇ ਬਿਜਲੀ ਸਬਸਿਡੀ ਖਤਮ ਕਰਕੇ ਪੰਜਾਬ ਦੇ ਲੋਕਾਂ ਨਾਲ ਧੋਖਾ ਕੀਤਾ ਹੈ। [1056, 1068, 1501, 1111]
headline-line1: ਪੈਟਰੋਲ, ਡੀਜ਼ਲ ਦੀਆਂ ਕੀਮਤਾਂ ਵਿੱਚ ਵਾਧਾ ਤੇ [1146, 1839, 1501, 1865]
article-jor-mela [6, 1931, 579, 2382]
subhead-yellow: ਮਹਾਂਪੁਰਖ ਆਤਮਿਕ ਤੌਰ 'ਤੇ ਦੁਨੀਆਂ ਵਿੱਚ ਹਮੇਸ਼ਾ ਜਿੰਦਾ ਰਹਿੰਦੇ ਹਨ : ਬਾਬਾ ਜੀਵਾ ਸਿੰਘ ਪਾਮੋਇਸਟ [399, 1522, 1128, 1553]
subhead-red: ਬਾਣੇ ਨੂੰ ਬਦਨਾਮ ਕਰਨ ਵਾਲਿਆਂ ਨੂੰ ਦਿੱਤੀ ਜਾਵੇ ਸਖ਼ਤ ਸਜ਼ਾ [1191, 1506, 1454, 1522]
side-column [11, 1076, 106, 1167]
headline-line1: ਸੰਤ ਬਾਬਾ ਜਗਰੂਪ ਸਿੰਘ ਬੇ-ਗਮਪੁਰਾ ਭੋਰਾ ਸਾਹਿਬ ਵਾਲਿਆਂ [476, 1451, 1052, 1483]
body-left: ਮੋਗਾ 6 ਸਤੰਬਰ - ਡੀ ਸੀ ਦਫ਼ਤਰ ਮੋਗਾ ਵਿਖੇ ਸ਼ਹੀਦ ਦੇ ਬੁੱਤ ਤੋਂ ਮਿਟ ਚੁੱਕਾ ਨਾਮ ਪ੍ਰਸ਼ਾਸਨ ਵੱਲੋਂ ਦੁਬਾਰਾ ਲਿਖਵਾ ਦਿੱਤਾ ਗਿਆ ਹੈ। [470, 1043, 564, 1128]
print-registration-strip [0, 2388, 1512, 2411]
body-left: ਅੰਮ੍ਰਿਤਸਰ, 6 ਸਤੰਬਰ (ਜਗਤਾਰ ਸਿੰਘ) - ਸ਼ਹੀਦ ਭਾਈ ਬਲਵਿੰਦਰ ਸਿੰਘ ਜਟਾਣਾ ਅਤੇ ਸ਼ਹੀਦ ਭਾਈ ਚਰਨਜੀਤ ਸਿੰਘ ਚੰਨਾ ਦੇ ਸ਼ਹੀਦੀ ਦਿਹਾੜੇ ਮੌਕੇ ਸ਼੍ਰੀ ਦਰਬਾਰ ਸਾਹਿਬ ਸਮੂਹ ਵਿਖੇ ਸਮਾਗਮ ਕਰਵਾਇਆ ਗਿਆ। [396, 614, 593, 684]
body-bottom: ਉਨ੍ਹਾਂ ਕਿਹਾ ਕਿ ਚੋਣਾਂ ਸਮੇਂ ਮੁਫ਼ਤ ਸਹੂਲਤਾਂ ਦੇ ਵਾਅਦੇ ਕਰਨ ਵਾਲੀ ਸਰਕਾਰ ਹੁਣ ਆਮ ਆਦਮੀ ਦੀ ਜੇਬ ਉੱਤੇ ਡਾਕਾ ਮਾਰ ਰਹੀ ਹੈ। ਮਹਿੰਗਾਈ ਨੇ ਪਹਿਲਾਂ ਹੀ ਲੋਕਾਂ ਦਾ ਲੱਕ ਤੋੜ ਦਿੱਤਾ ਹੈ ਅਤੇ ਸਰਕਾਰ ਦੇ ਇਸ ਫ਼ੈਸਲੇ ਨਾਲ ਹਰ ਘਰ ਦਾ ਬਜਟ ਵਿਗੜ ਜਾਵੇਗਾ। ਉਨ੍ਹਾਂ ਮੰਗ ਕੀਤੀ ਕਿ ਵਧੀਆਂ ਕੀਮਤਾਂ ਤੁਰੰਤ ਵਾਪਸ ਲਈਆਂ ਜਾਣ ਨਹੀਂ ਤਾਂ ਅਕਾਲੀ ਦਲ ਸੜਕਾਂ 'ਤੇ ਉਤਰ ਕੇ ਸੰਘਰਸ਼ ਕਰੇਗਾ। ਇਸ ਮੌਕੇ ਵੱਡੀ ਗਿਣਤੀ ਵਿੱਚ ਵਰਕਰ ਹਾਜ਼ਰ ਸਨ ਜਿਨ੍ਹਾਂ ਨੇ ਸਰਕਾਰ ਖ਼ਿਲਾਫ਼ ਨਾਅਰੇਬਾਜ਼ੀ ਕੀਤੀ। [876, 1246, 1501, 1289]
cmyk-marks-4 [1428, 2388, 1512, 2411]
body-left: ਨਾਨਕਸਰ ਕਲੇਰਾਂ, 6 ਸਤੰਬਰ (ਜੋਗਿੰਦਰ ਸਿੰਘ) - ਸੰਤ ਬਾਬਾ ਜਗਰੂਪ ਸਿੰਘ ਜੀ ਬੇ-ਗਮਪੁਰਾ ਭੋਰਾ ਸਾਹਿਬ ਵਾਲਿਆਂ ਦੀ ਚੌਥੀ ਬਰਸੀ ਨੂੰ ਸਮਰਪਿਤ ਜਪ-ਤਪ ਸਮਾਗਮ ਸਮਾਪਤ ਹੋ ਗਏ। [396, 1559, 537, 1643]
date-pill [130, 8, 516, 55]
headline-line1: ਸ੍ਰੀ ਗੁਰੂ ਰਾਮਦਾਸ ਜੀ ਸਾਂਝੀਵਾਲਤਾ ਵਾਲੇ [33, 549, 359, 575]
cmyk-marks-3 [973, 2388, 1074, 2411]
headline-line1: ਅੱਜ ਦੀ ਰਾਜਨੀਤੀ ਪੰਜਾਬ ਦੀ ਨੌਜਵਾਨੀ ਨੂੰ ਜੇਲਾਂ ਚ ਡੱਕਣ [32, 1450, 361, 1504]
photo-rally-1 [810, 167, 1046, 301]
body-left: ਅੰਮ੍ਰਿਤਸਰ 6 ਸਤੰਬਰ (ਚਰਨਜੀਤ ਸਿੰਘ) - ਖ਼ਾਲਸਾ ਕਾਲਜ ਵਿਖੇ ਕਰਵਾਏ ਸਮਾਗਮ ਦੌਰਾਨ ਡਾਕਟਰ ਕੁਲਵਿੰਦਰ ਸਿੰਘ ਨੇ ਕਿਹਾ ਕਿ ਗੁਰਬਾਣੀ ਨਾਲ ਜੁੜ ਕੇ ਹੀ ਜੀਵਨ ਨੂੰ ਸਹੀ ਸੇਧ ਮਿਲਦੀ ਹੈ। [589, 1989, 698, 2101]
body: ਜਗਰਾਉਂ, 6 ਸਤੰਬਰ (ਗੁਰਸੇਵਕ ਸਿੰਘ) - ਠਾਠ ਚਰਨਘਾਟ ਵਿਖੇ ਵਾਪਰੀ ਘਟਨਾ ਦੀ ਨਿਖੇਧੀ ਕਰਦਿਆਂ ਬਾਬਾ ਸੁਖਦੇਵ ਸਿੰਘ ਲੋਪੋ ਨੇ ਕਿਹਾ ਕਿ ਬਾਣੇ ਨੂੰ ਬਦਨਾਮ ਕਰਨ ਵਾਲਿਆਂ ਖ਼ਿਲਾਫ਼ ਸਖ਼ਤ ਕਾਰਵਾਈ ਹੋਣੀ ਚਾਹੀਦੀ ਹੈ। ਉਨ੍ਹਾਂ ਕਿਹਾ ਕਿ ਧਾਰਮਿਕ ਪਹਿਰਾਵੇ ਦੀ ਆੜ ਵਿੱਚ ਗ਼ਲਤ ਕੰਮ ਕਰਨ ਵਾਲੇ ਵਿਅਕਤੀ ਕੌਮ ਦੇ ਦੋਖੀ ਹਨ ਅਤੇ ਉਨ੍ਹਾਂ ਨੂੰ ਕਿਸੇ ਵੀ ਕੀਮਤ 'ਤੇ ਬਖ਼ਸ਼ਿਆ ਨਹੀਂ ਜਾਣਾ ਚਾਹੀਦਾ। ਸੰਗਤਾਂ ਨੂੰ ਵੀ ਸੁਚੇਤ ਰਹਿਣ ਦੀ ਲੋੜ ਹੈ ਤਾਂ ਜੋ ਅਜਿਹੇ ਅਨਸਰ ਧਾਰਮਿਕ ਸਥਾਨਾਂ ਦੀ ਮਰਿਆਦਾ ਭੰਗ ਨਾ ਕਰ ਸਕਣ। ਇਸ ਮੌਕੇ ਹੋਰ ਸੰਤ ਮਹਾਂਪੁਰਖਾਂ ਨੇ ਵੀ ਵਿਚਾਰ ਰੱਖੇ। [1146, 1713, 1501, 1811]
photo-bhog-samagam [544, 1558, 985, 1779]
headline-line1: ਠਾਠ ਚਰਨਘਾਟ ਵਿਖੇ ਵਾਪਰੀ ਘਟਨਾ [1180, 1450, 1466, 1476]
headline-line2: ਗੁਰਬਾਣੀ ਸੁਦੇਸ਼ ਨੂੰ ਸਮਰਪਿਤ ਭਾਵਨਾ ਨਾਲ ਅੱਗੇ [29, 576, 363, 630]
article-price-protest [1140, 1835, 1506, 2382]
photo-caption: ਸਮਾਗਮ ਦੌਰਾਨ ਸੰਗਤਾਂ ਨੂੰ ਸੰਬੋਧਨ ਕਰਦੇ ਹੋਏ ਬੁਲਾਰੇ ਅਤੇ ਸਟੇਜ 'ਤੇ ਸੁਸ਼ੋਭਿਤ ਸਿੰਘ ਸਾਹਿਬਾਨ। ਇਸ ਮੌਕੇ ਪੰਜ ਪਿਆਰਿਆਂ ਦੀ ਅਗਵਾਈ ਹੇਠ ਨਗਰ ਕੀਰਤਨ ਵੀ ਸਜਾਇਆ ਗਿਆ। [14, 356, 578, 389]
photo-rally-2 [1053, 167, 1289, 301]
kicker: ਪਹਿਰੇਦਾਰ ਦੀ ਪਹਿਰੇਦਾਰੀ ਖ਼ਬਰ ਦਾ ਅਸਰ [550, 963, 782, 980]
body-continued: ਸਕਤਰ ਦੇ ਸੱਦੇ 'ਤੇ ਸਾਰੇ ਮੰਡਲਾਂ ਵਿੱਚ ਵਿਸ਼ਾਲ ਰੋਸ ਪ੍ਰਦਰਸ਼ਨ ਹੋਏ। ਇਸ ਮੌਕੇ ਨਿਰਮਲ ਸਿੰਘ, ਐਸ ਸੀ ਮੋਰਚਾ ਦੇ ਪ੍ਰਧਾਨ ਅਜੈ ਪਾਲ, ਯੁਵਾ ਮੋਰਚਾ ਦੇ ਪ੍ਰਧਾਨ ਰਵੀ ਬੱਤਰਾ, ਪ੍ਰਵਾਸੀ ਮੋਰਚਾ ਪ੍ਰਧਾਨ ਰਾਜ ਕੁਮਾਰ ਭਾਰਦਵਾਜ, ਮਹਿਲਾ ਮੋਰਚਾ ਦੀਆਂ ਆਗੂ ਬੀਬੀਆਂ ਅਤੇ ਵੱਡੀ ਗਿਣਤੀ ਵਿੱਚ ਵਰਕਰ ਹਾਜ਼ਰ ਸਨ। ਆਗੂਆਂ ਨੇ ਚੇਤਾਵਨੀ ਦਿੱਤੀ ਕਿ ਜੇਕਰ ਵਧੀਆਂ ਕੀਮਤਾਂ ਵਾਪਸ ਨਾ ਲਈਆਂ ਗਈਆਂ ਤਾਂ ਸੰਘਰਸ਼ ਹੋਰ ਤੇਜ਼ ਕੀਤਾ ਜਾਵੇਗਾ ਅਤੇ ਪਿੰਡ-ਪਿੰਡ ਜਾ ਕੇ ਸਰਕਾਰ ਦੀਆਂ ਲੋਕ ਵਿਰੋਧੀ ਨੀਤੀਆਂ ਦਾ ਪਰਦਾਫਾਸ਼ ਕੀਤਾ ਜਾਵੇਗਾ। ਇਸ ਮੌਕੇ ਮੰਡਲ ਪ੍ਰਧਾਨਾਂ ਨੇ ਵੀ ਸੰਬੋਧਨ ਕੀਤਾ ਅਤੇ ਅਗਲੇ ਪ੍ਰੋਗਰਾਮਾਂ ਦੀ ਰੂਪ-ਰੇਖਾ ਸਾਂਝੀ ਕੀਤੀ ਗਈ। ਵਰਕਰਾਂ ਨੇ ਹੱਥਾਂ ਵਿੱਚ ਬੈਨਰ ਅਤੇ ਝੰਡੇ ਫੜ ਕੇ ਰੋਸ ਜ਼ਾਹਿਰ ਕੀਤਾ। [597, 415, 1131, 500]
article-gurmat-samagam [6, 68, 586, 538]
photo-hall-sangat [112, 1076, 451, 1281]
headline [396, 549, 1131, 609]
gray-bar-2 [583, 2391, 938, 2405]
photo-dc-office [570, 1043, 862, 1228]
photo-stage-gathering [166, 156, 426, 353]
cmyk-marks-1 [6, 2388, 107, 2411]
cyan-mark [973, 2388, 996, 2411]
headline-line1: ਪ੍ਰਸ਼ਾਸਨ ਨੇ ਡੀ ਸੀ ਦਫ਼ਤਰ ਮੋਗਾ ਚ ਸ਼ਹੀਦ [487, 982, 845, 1009]
headline-line2: ਦੇ ਸ਼ਹੀਦੀ ਦਿਹਾੜੇ 'ਤੇ ਸ਼੍ਰੀ ਦਰਬਾਰ ਸਾਹਿਬ ਸਮੂਹ 'ਚ ਹੋਇਆ ਸਮਾਗਮ [451, 579, 1076, 608]
headline [14, 74, 578, 151]
body-left: ਲਵੰਡੀ ਸਾਥੋਂ 6 ਸਤੰਬਰ (ਭਾਈ ਹਰਜੀਤ ਸਿੰਘ) - ਸ਼ਹੀਦ ਬਾਬਾ ਸੁੱਖਾ ਸਿੰਘ ਬਾਬਾ ਮਹਿਤਾਬ ਸਿੰਘ ਜੀ ਦਾ ਸਲਾਨਾ ਜੋੜ ਮੇਲਾ 9 ਸਤੰਬਰ ਨੂੰ ਧਾਰਮਿਕ ਸ਼ਰਧਾ ਨਾਲ ਮਨਾਇਆ ਜਾਵੇਗਾ। [11, 2000, 157, 2070]
subhead-red: ਰਾਜਦੇਵ ਸਿੰਘ ਖਾਲਸਾ ਵੱਲੋਂ ਸਿਰੋਪਾਓ ਪਾ ਕੇ ਕੀਤਾ ਗਿਆ ਸਨਮਾਨ [21, 1560, 371, 1578]
headline-line1: ਸ਼ਹੀਦ ਬਾਬਾ ਸੁੱਖਾ ਸਿੰਘ ਬਾਬਾ ਮਹਿਤਾਬ ਸਿੰਘ ਦਾ ਸਲਾਨਾ ਜੋੜ [24, 1935, 562, 1963]
yellow-mark [525, 2388, 548, 2411]
headline-line2: ਸਰਕਾਰ ਨੇ ਸੂਬੇ ਦੇ ਹਰ ਨਾਗਰਿਕ ਦੇ ਭਰੋਸੇ ਦਾ ਕੀਤਾ ਕਤਲ-ਜਥੇਦਾਰ ਚੀਮਾ [908, 1036, 1469, 1062]
article-cheema [871, 1007, 1506, 1442]
headline-line1: ਸ਼ਹੀਦ ਭਾਈ ਬਲਵਿੰਦਰ ਸਿੰਘ ਜਟਾਣਾ ਤੇ ਸ਼ਹੀਦ ਭਾਈ ਚਰਨਜੀਤ ਸਿੰਘ ਚੰਨਾ [436, 549, 1092, 578]
masthead-bar [0, 0, 1512, 61]
photo-darbar-sahib-event [599, 614, 930, 799]
black-mark [1051, 2388, 1074, 2411]
body-bottom: ਖੇਮ ਅਤੇ ਯਾਦਗਾਰ ਸ਼ਬਦੀਆਂ ਹਨ ਤਾਂ ਇਹਨਾਂ ਵਰਗੀਆਂ ਹੋਰ ਵੀ ਸੇਵਾਵਾਂ ਨਿਭਾਈਆਂ ਜਾਣ। ਇਸ ਮੌਕੇ ਭਾਈ ਸਾਹਿਬ ਦੇ ਪਰਿਵਾਰਕ ਮੈਂਬਰਾਂ ਦਾ ਸਨਮਾਨ ਕੀਤਾ ਗਿਆ। ਅਖੰਡ ਪਾਠ ਸਾਹਿਬ ਦੇ ਭੋਗ ਪਾਏ ਗਏ ਅਤੇ ਕੀਰਤਨੀ ਜਥਿਆਂ ਨੇ ਗੁਰਬਾਣੀ ਕੀਰਤਨ ਰਾਹੀਂ ਸੰਗਤਾਂ ਨੂੰ ਨਿਹਾਲ ਕੀਤਾ। ਸ਼੍ਰੋਮਣੀ ਕਮੇਟੀ ਦੇ ਨੁਮਾਇੰਦਿਆਂ ਸਮੇਤ ਵੱਖ-ਵੱਖ ਜਥੇਬੰਦੀਆਂ ਦੇ ਆਗੂ ਹਾਜ਼ਰ ਸਨ ਜਿਨ੍ਹਾਂ ਵਿੱਚ ਭਾਈ ਰਣਜੀਤ ਸਿੰਘ, ਭਾਈ ਸਤਨਾਮ ਸਿੰਘ, ਭਾਈ ਗੁਰਮੀਤ ਸਿੰਘ ਆਦਿ ਸ਼ਾਮਲ ਸਨ। ਅਰਦਾਸ ਉਪਰੰਤ ਸੰਗਤਾਂ ਵਿੱਚ ਕੜਾਹ ਪ੍ਰਸ਼ਾਦਿ ਵਰਤਾਇਆ ਗਿਆ। [396, 804, 1131, 860]
black-mark [84, 2388, 107, 2411]
headline [1146, 1839, 1501, 1919]
article-jatana [391, 545, 1136, 977]
headline [1146, 1450, 1501, 1504]
headline [1146, 409, 1501, 517]
body-bottom: ਇਸ ਮੌਕੇ ਹੋਰਨਾਂ ਤੋਂ ਇਲਾਵਾ ਸਿੰਘ ਸਾਹਿਬ ਗਿਆਨੀ ਜੀ, ਪ੍ਰਧਾਨ ਸਾਹਿਬ, ਸਮੂਹ ਪ੍ਰਬੰਧਕ ਕਮੇਟੀ ਮੈਂਬਰ, ਨਗਰ ਦੀਆਂ ਸੰਗਤਾਂ ਅਤੇ ਇਲਾਕੇ ਦੇ ਪਤਵੰਤੇ ਸੱਜਣ ਹਾਜ਼ਰ ਸਨ। ਸਮਾਗਮ ਦੇ ਅਖ਼ੀਰ ਵਿੱਚ ਸਰਬੱਤ ਦੇ ਭਲੇ ਦੀ ਅਰਦਾਸ ਕੀਤੀ ਗਈ ਅਤੇ ਗੁਰੂ ਕਾ ਲੰਗਰ ਅਤੁੱਟ ਵਰਤਾਇਆ ਗਿਆ। ਪ੍ਰਬੰਧਕਾਂ ਵੱਲੋਂ ਆਈਆਂ ਸੰਗਤਾਂ ਦਾ ਧੰਨਵਾਦ ਕੀਤਾ ਗਿਆ ਅਤੇ ਅਗਲੇ ਸਮਾਗਮਾਂ ਦੀ ਜਾਣਕਾਰੀ ਸਾਂਝੀ ਕੀਤੀ ਗਈ। ਇਸ ਮੌਕੇ ਢਾਡੀ ਜਥਿਆਂ ਨੇ ਬੀਰ ਰਸ ਵਾਰਾਂ ਸੁਣਾ ਕੇ ਸੰਗਤਾਂ ਨੂੰ ਨਿਹਾਲ ਕੀਤਾ। [14, 392, 578, 448]
body-bottom: ਬਾਬਾ ਜੋਗਾ ਸਿੰਘ ਨੇ ਦੱਸਿਆ ਕਿ ਜੋੜ ਮੇਲੇ ਮੌਕੇ ਸ੍ਰੀ ਅਖੰਡ ਪਾਠ ਸਾਹਿਬ ਦੇ ਭੋਗ ਪਾਏ ਜਾਣਗੇ, ਦੀਵਾਨ ਸਜਣਗੇ ਅਤੇ ਗੁਰੂ ਕਾ ਲੰਗਰ ਅਤੁੱਟ ਵਰਤਾਇਆ ਜਾਵੇਗਾ। ਢਾਡੀ ਕਵੀਸ਼ਰੀ ਜਥੇ ਸ਼ਹੀਦਾਂ ਦੀਆਂ ਵਾਰਾਂ ਸੁਣਾਉਣਗੇ। ਇਲਾਕੇ ਦੀਆਂ ਸਮੂਹ ਸੰਗਤਾਂ ਨੂੰ ਪਰਿਵਾਰਾਂ ਸਮੇਤ ਪਹੁੰਚਣ ਦੀ ਅਪੀਲ ਕੀਤੀ ਗਈ ਹੈ। ਇਸ ਮੌਕੇ ਪ੍ਰਬੰਧਕ ਕਮੇਟੀ ਦੇ ਮੈਂਬਰ, ਸੇਵਾਦਾਰ ਅਤੇ ਨਗਰ ਨਿਵਾਸੀ ਤਿਆਰੀਆਂ ਵਿੱਚ ਜੁਟੇ ਹੋਏ ਹਨ। ਸ਼ਹੀਦਾਂ ਦੀ ਯਾਦ ਵਿੱਚ ਕਰਵਾਏ ਜਾਂਦੇ ਇਸ ਮੇਲੇ ਦੀ ਇਲਾਕੇ ਵਿੱਚ ਵਿਸ਼ੇਸ਼ ਮਹੱਤਤਾ ਹੈ। [11, 2241, 574, 2297]
article-ramdas [6, 545, 386, 977]
photo-blue-turban-group [1147, 1527, 1500, 1709]
headline-line2: ਬਿਜਲੀ ਸਬਸਿਡੀ ਖਤਮ ਕਰਨ ਦਾ ਵਿਰੋਧ ਕੀਤਾ [1162, 1866, 1484, 1919]
cyan-mark [1428, 2388, 1451, 2411]
body-right: ਬਾਬਾ ਜੀਵਾ ਸਿੰਘ ਪਾਮੋਇਸਟ ਵੱਲੋਂ ਸਮੂਹ ਸੰਗਤਾਂ ਦੇ ਵਿਸ਼ੇਸ਼ ਸਹਿਯੋਗ ਨਾਲ ਭੋਗ ਸਮਾਗਮ ਕਰਵਾਏ ਗਏ। ਬਾਬਾ ਜਗਰੂਪ ਸਿੰਘ ਜੀ ਦੀ ਮਿੱਠੀ ਨਿੱਘੀ ਯਾਦ ਵਿੱਚ 24 ਅਗਸਤ ਤੋਂ ਆਰੰਭ ਸ੍ਰੀ ਗੁਰੂ ਗ੍ਰੰਥ ਸਾਹਿਬ ਜੀ ਦੇ 122 ਅਖੰਡਪਾਠਾਂ ਦੇ ਭੋਗ ਪਾਏ ਗਏ। [990, 1559, 1131, 1658]
article-bani-sedh [583, 1931, 1140, 2382]
photo-cheema-portrait [876, 1068, 1049, 1241]
